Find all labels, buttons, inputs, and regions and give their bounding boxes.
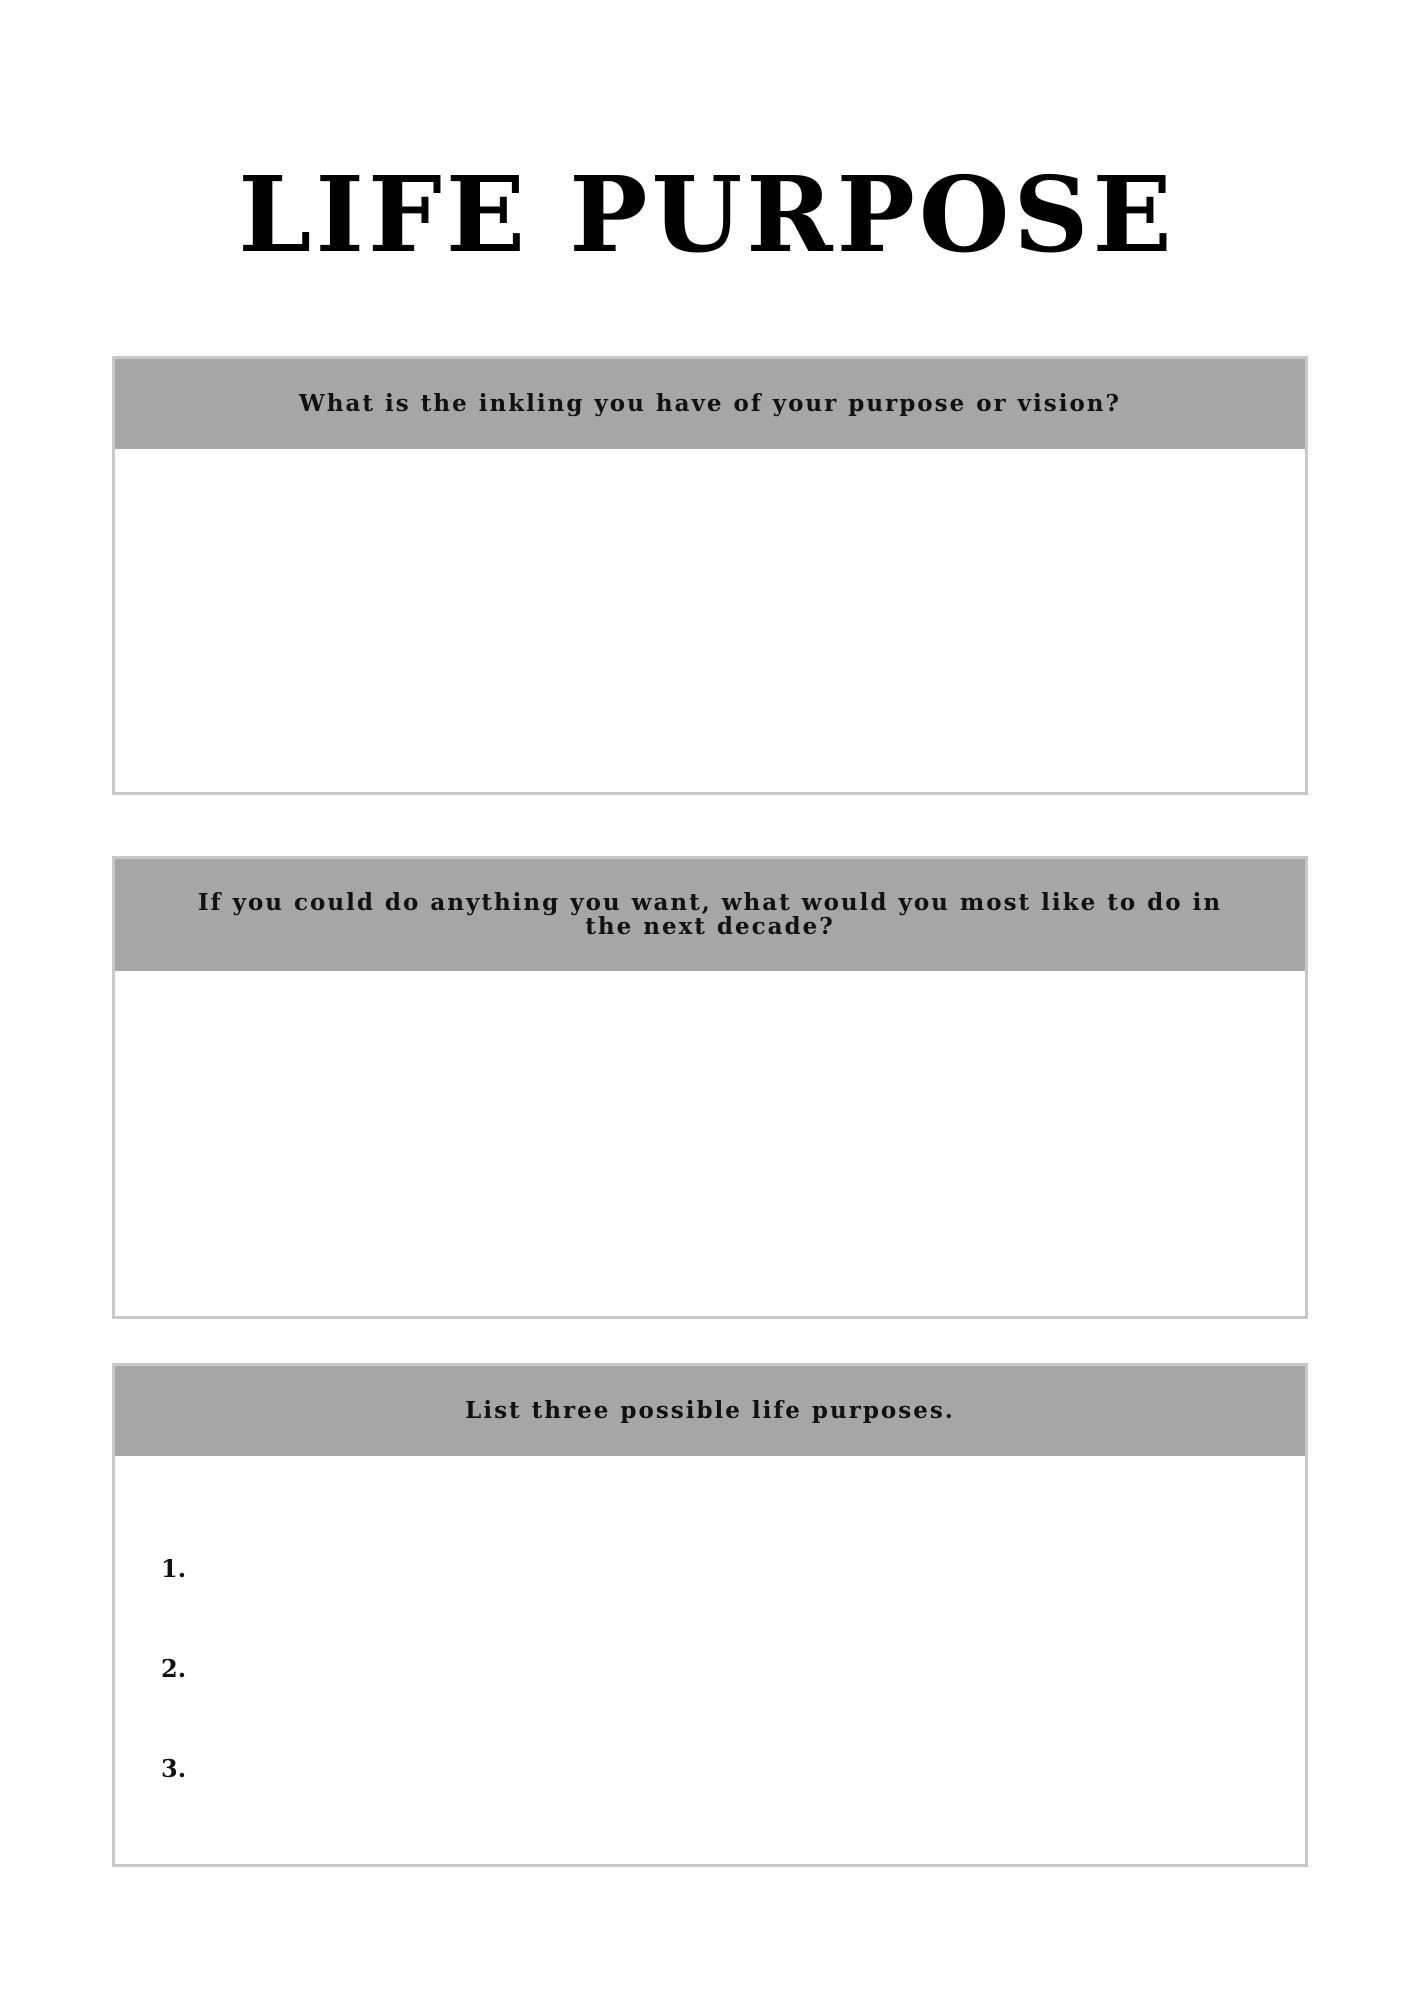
question-text: What is the inkling you have of your purpose or vision? xyxy=(298,390,1122,417)
list-number-3: 3. xyxy=(161,1754,187,1783)
list-number-1: 1. xyxy=(161,1554,187,1583)
list-number-2: 2. xyxy=(161,1654,187,1683)
page-title: LIFE PURPOSE xyxy=(238,153,1176,276)
section-purpose-inkling xyxy=(112,356,1308,795)
section-header xyxy=(115,1366,1305,1456)
section-three-purposes xyxy=(112,1363,1308,1867)
section-header xyxy=(115,859,1305,971)
section-header xyxy=(115,359,1305,449)
section-next-decade xyxy=(112,856,1308,1319)
question-text: If you could do anything you want, what would you most like to do in the next decade? xyxy=(197,889,1223,940)
question-text: List three possible life purposes. xyxy=(465,1397,955,1424)
